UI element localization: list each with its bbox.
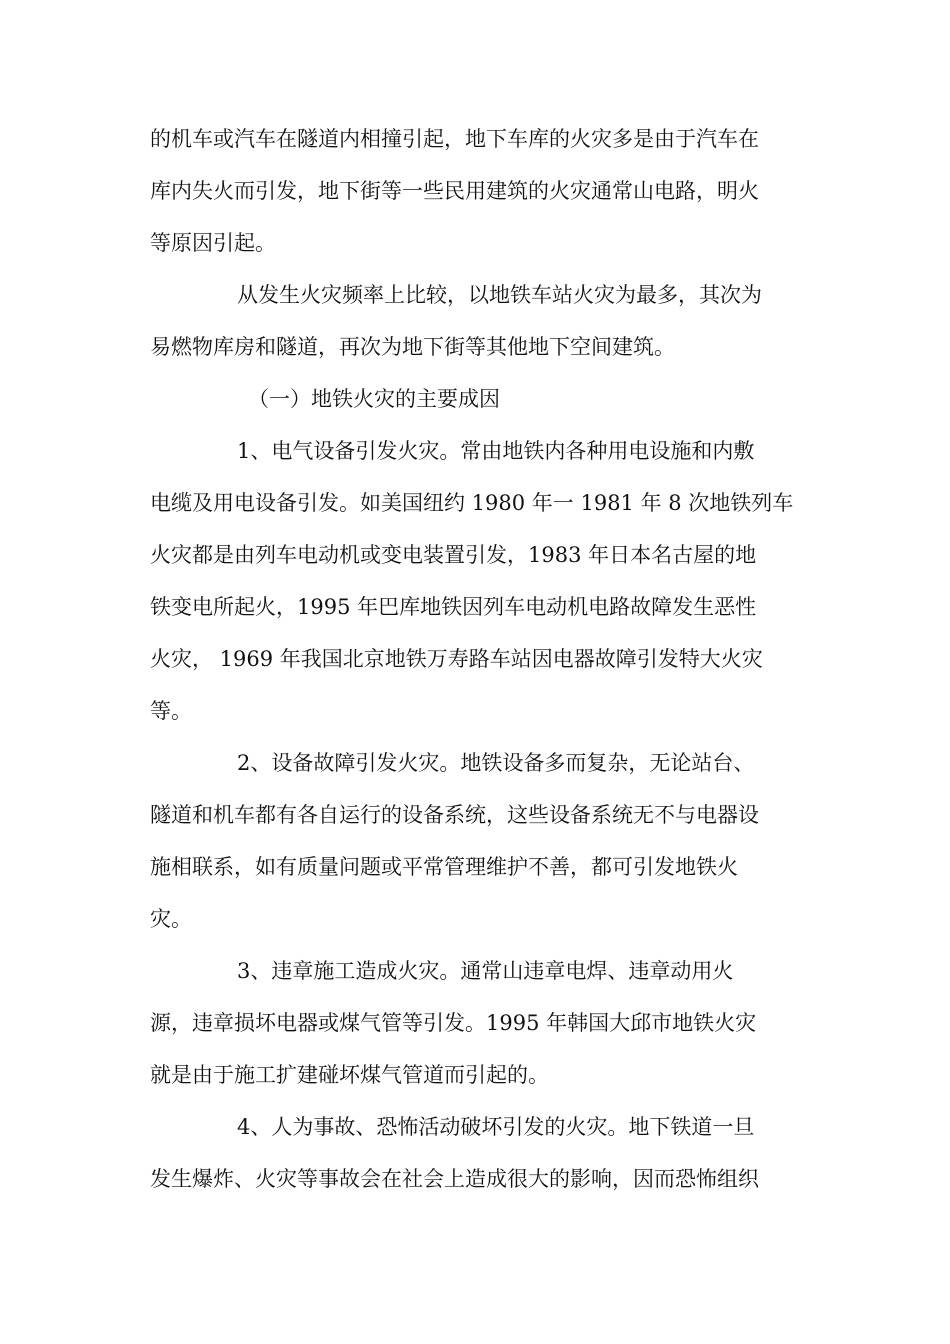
text-line: 发生爆炸、火灾等事故会在社会上造成很大的影响，因而恐怖组织 [150, 1167, 759, 1191]
text-line: 等原因引起。 [150, 231, 276, 255]
text-line: 施相联系，如有质量问题或平常管理维护不善，都可引发地铁火 [150, 855, 738, 879]
paragraph-first-line: 2、设备故障引发火灾。地铁设备多而复杂，无论站台、 [237, 751, 755, 775]
paragraph-first-line: 1、电气设备引发火灾。常由地铁内各种用电设施和内敷 [237, 439, 755, 463]
text-line: 源，违章损坏电器或煤气管等引发。1995 年韩国大邱市地铁火灾 [150, 1011, 757, 1035]
paragraph-first-line: 从发生火灾频率上比较，以地铁车站火灾为最多，其次为 [237, 283, 762, 307]
text-line: 库内失火而引发，地下街等一些民用建筑的火灾通常山电路，明火 [150, 179, 759, 203]
text-line: 灾。 [150, 907, 192, 931]
text-line: 电缆及用电设备引发。如美国纽约 1980 年一 1981 年 8 次地铁列车 [150, 491, 794, 515]
text-line: 隧道和机车都有各自运行的设备系统，这些设备系统无不与电器设 [150, 803, 759, 827]
paragraph-first-line: 3、违章施工造成火灾。通常山违章电焊、违章动用火 [237, 959, 734, 983]
text-line: 就是由于施工扩建碰坏煤气管道而引起的。 [150, 1063, 549, 1087]
body-text [150, 113, 800, 1205]
text-line: 等。 [150, 699, 192, 723]
text-line: 铁变电所起火，1995 年巴库地铁因列车电动机电路故障发生恶性 [150, 595, 757, 619]
text-line: 火灾， 1969 年我国北京地铁万寿路车站因电器故障引发特大火灾 [150, 647, 763, 671]
text-line: 的机车或汽车在隧道内相撞引起，地下车库的火灾多是由于汽车在 [150, 127, 759, 151]
text-line: 易燃物库房和隧道，再次为地下街等其他地下空间建筑。 [150, 335, 675, 359]
text-line: 火灾都是由列车电动机或变电装置引发，1983 年日本名古屋的地 [150, 543, 757, 567]
paragraph-first-line: 4、人为事故、恐怖活动破坏引发的火灾。地下铁道一旦 [237, 1115, 755, 1139]
section-heading: （一）地铁火灾的主要成因 [248, 387, 500, 411]
